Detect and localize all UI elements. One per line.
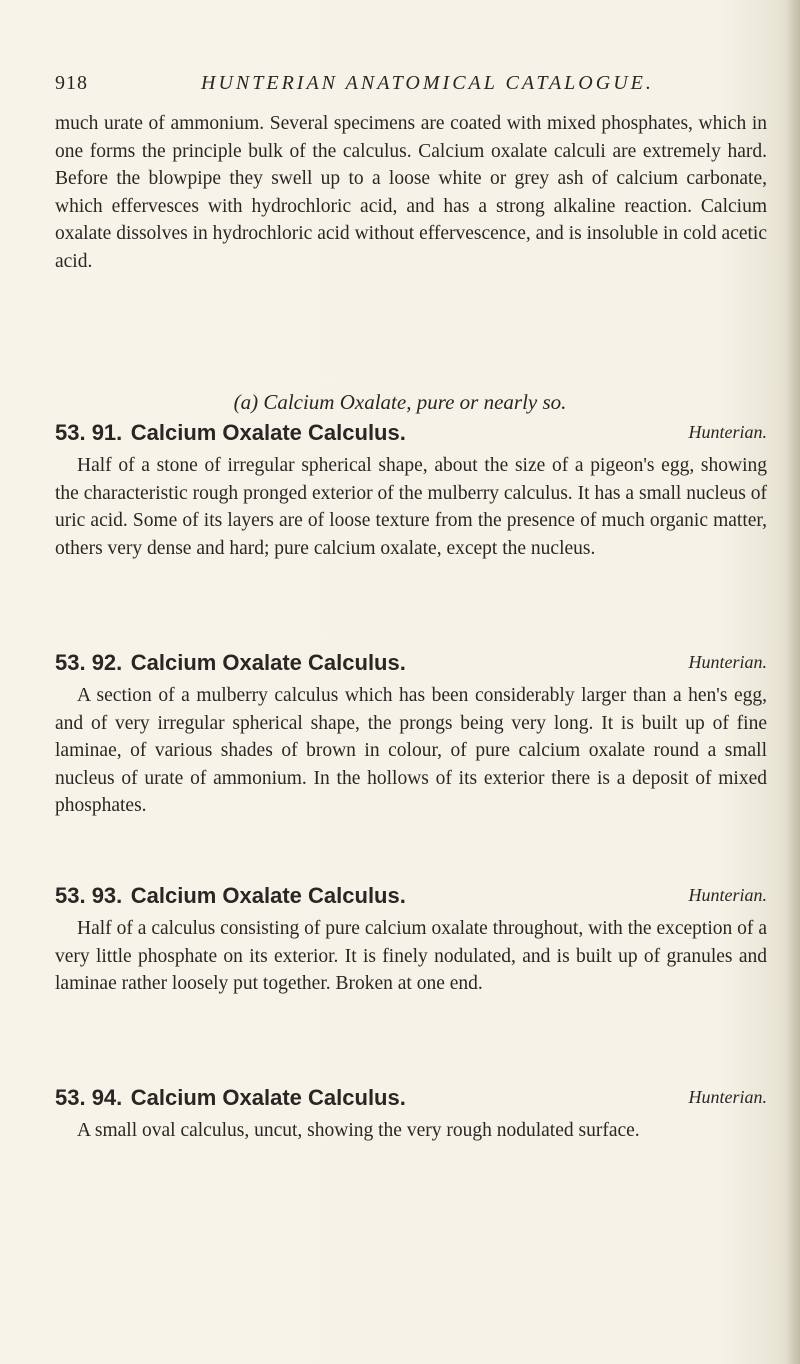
- section-heading: (a) Calcium Oxalate, pure or nearly so.: [233, 390, 567, 414]
- entry-number: 53. 93.: [55, 883, 123, 908]
- collection-label: Hunterian.: [688, 885, 767, 905]
- page-header: [55, 72, 755, 100]
- entry-heading: [55, 1085, 767, 1117]
- entry-description: Half of a calculus consisting of pure calcium oxalate throughout, with the exception of a very little phosphate on its exterior. It is finely nodulated, and is built up of granules and laminae rather loosely put together. Broken at one end.: [55, 918, 767, 994]
- running-title: HUNTERIAN ANATOMICAL CATALOGUE.: [201, 72, 654, 94]
- entry-title: Calcium Oxalate Calculus.: [130, 1085, 406, 1110]
- collection-label: Hunterian.: [688, 652, 767, 672]
- entry-description: A small oval calculus, uncut, showing the very rough nodulated surface.: [77, 1120, 640, 1141]
- intro-paragraph: much urate of ammonium. Several specimens are coated with mixed phosphates, which in one forms the principle bulk of the calculus. Calcium oxalate calculi are extremely hard. Before the blowpipe they swell up to a loose white or grey ash of calcium carbonate, which effervesces with hydrochloric acid, and has a strong alkaline reaction. Calcium oxalate dissolves in hydrochloric acid without effervescence, and is insoluble in cold acetic acid.: [55, 113, 767, 272]
- collection-label: Hunterian.: [688, 422, 767, 442]
- entry-heading: [55, 420, 767, 452]
- entry-heading: [55, 883, 767, 915]
- catalogue-entry: [55, 420, 767, 562]
- entry-description: A section of a mulberry calculus which has been considerably larger than a hen's egg, and of very irregular spherical shape, the prongs being very long. It is built up of fine laminae, of various shades of brown in colour, of pure calcium oxalate round a small nucleus of urate of ammonium. In the hollows of its exterior there is a deposit of mixed phosphates.: [55, 685, 767, 816]
- entry-title: Calcium Oxalate Calculus.: [130, 420, 406, 445]
- entry-number: 53. 92.: [55, 650, 123, 675]
- collection-label: Hunterian.: [688, 1087, 767, 1107]
- catalogue-entry: [55, 883, 767, 998]
- entry-description: Half of a stone of irregular spherical shape, about the size of a pigeon's egg, showing the characteristic rough pronged exterior of the mulberry calculus. It has a small nucleus of uric acid. Some of its layers are of loose texture from the presence of much organic matter, others very dense and hard; pure calcium oxalate, except the nucleus.: [55, 455, 767, 559]
- catalogue-entry: [55, 650, 767, 820]
- entry-number: 53. 91.: [55, 420, 123, 445]
- entry-title: Calcium Oxalate Calculus.: [130, 883, 406, 908]
- page-edge-shadow: [786, 0, 800, 1364]
- entry-heading: [55, 650, 767, 682]
- entry-title: Calcium Oxalate Calculus.: [130, 650, 406, 675]
- catalogue-entry: [55, 1085, 767, 1145]
- entry-number: 53. 94.: [55, 1085, 123, 1110]
- page-number: 918: [55, 72, 88, 94]
